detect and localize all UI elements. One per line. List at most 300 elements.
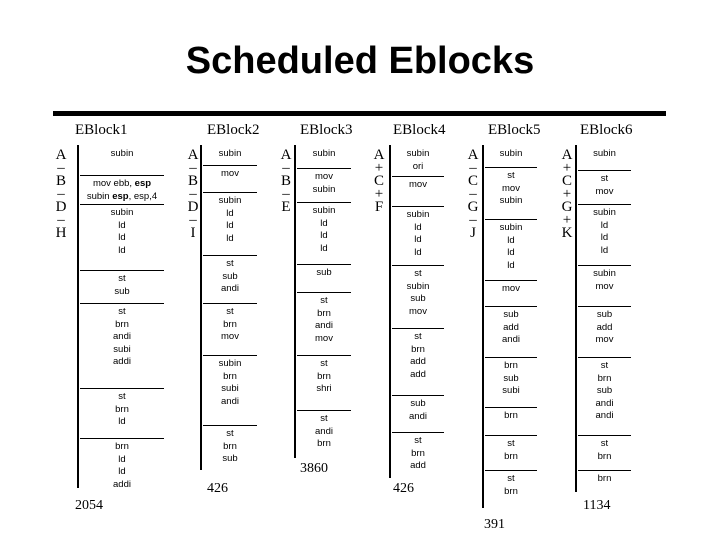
instruction: [392, 179, 444, 192]
instruction-text: andi: [315, 320, 333, 331]
instruction: [203, 371, 257, 384]
instruction: [80, 286, 164, 299]
edge-label: +: [374, 186, 384, 202]
instruction: [203, 453, 257, 466]
schedule-cycle: [297, 205, 351, 255]
schedule-cycle: [578, 473, 631, 486]
instruction: [203, 331, 257, 344]
eblock-cycle-count: 426: [393, 481, 414, 496]
edge-label: I: [190, 225, 196, 241]
instruction: [392, 435, 444, 448]
instruction-text: subin: [406, 148, 430, 159]
cycle-divider: [578, 435, 631, 436]
cycle-divider: [485, 435, 537, 436]
cycle-divider: [578, 204, 631, 205]
schedule-cycle: [392, 435, 444, 473]
instruction-text: st: [414, 331, 422, 342]
instruction-text: ld: [118, 453, 126, 465]
instruction-text: st: [507, 438, 515, 449]
instruction-text: brn: [115, 403, 129, 415]
instruction-text: st: [600, 438, 609, 449]
instruction: [578, 220, 631, 233]
instruction-text: brn: [115, 441, 129, 452]
instruction-text: subin: [312, 183, 336, 195]
schedule-cycle: [80, 391, 164, 429]
instruction: [578, 232, 631, 245]
instruction: [203, 233, 257, 246]
instruction-text: andi: [502, 334, 520, 345]
instruction-text: ld: [414, 234, 422, 245]
instruction-text: , esp,4: [128, 190, 158, 202]
schedule-cycle: [485, 222, 537, 272]
instruction-text: subin: [499, 195, 523, 206]
instruction: [485, 410, 537, 423]
instruction-text: ld: [320, 242, 328, 254]
instruction: [578, 207, 631, 220]
instruction: [485, 195, 537, 208]
instruction: [297, 218, 351, 231]
instruction-text: st: [320, 358, 328, 369]
edge-label: A: [280, 147, 292, 163]
instruction-text: st: [118, 391, 126, 402]
title-rule: [53, 111, 666, 116]
instruction-text: mov: [502, 182, 520, 194]
instruction-text: st: [320, 295, 328, 306]
eblock-title: EBlock3: [300, 122, 353, 138]
schedule-cycle: [80, 148, 164, 161]
cycle-divider: [392, 432, 444, 433]
edge-label: K: [561, 225, 573, 241]
instruction: [80, 356, 164, 369]
edge-label: B: [55, 173, 66, 189]
instruction: [392, 268, 444, 281]
schedule-cycle: [578, 438, 631, 463]
instruction-text: brn: [223, 318, 237, 330]
instruction-text: andi: [221, 283, 239, 294]
instruction: [392, 411, 444, 424]
edge-label: F: [374, 199, 384, 215]
instruction: [392, 222, 444, 235]
instruction: [578, 268, 631, 281]
instruction: [485, 260, 537, 273]
schedule-cycle: [485, 283, 537, 296]
edge-label: +: [562, 186, 572, 202]
schedule-cycle: [392, 148, 444, 173]
instruction-text: sub: [316, 267, 332, 278]
instruction: [392, 356, 444, 369]
schedule-cycle: [578, 207, 631, 257]
instruction: [392, 247, 444, 260]
eblock-timeline: [482, 145, 484, 508]
instruction: [392, 209, 444, 222]
instruction-text: brn: [504, 485, 518, 497]
instruction-text: st: [118, 273, 126, 284]
instruction-text: mov: [409, 179, 427, 190]
edge-label: –: [189, 186, 197, 202]
instruction-text: st: [226, 428, 234, 439]
instruction-text: st: [507, 473, 515, 484]
cycle-divider: [80, 204, 164, 205]
instruction-text: add: [410, 368, 426, 380]
cycle-divider: [203, 165, 257, 166]
instruction-text: subin: [593, 268, 616, 279]
schedule-cycle: [578, 309, 631, 347]
instruction-text: ld: [600, 219, 609, 231]
schedule-cycle: [578, 173, 631, 198]
instruction-text: andi: [595, 410, 614, 421]
instruction-text: andi: [315, 425, 333, 437]
instruction: [297, 371, 351, 384]
instruction-text: ld: [600, 244, 609, 256]
instruction: [297, 267, 351, 280]
schedule-cycle: [485, 360, 537, 398]
instruction: [80, 479, 164, 492]
cycle-divider: [203, 425, 257, 426]
cycle-divider: [578, 265, 631, 266]
instruction-text: esp: [134, 178, 152, 189]
instruction-text: sub: [410, 398, 426, 409]
cycle-divider: [485, 470, 537, 471]
instruction: [80, 416, 164, 429]
instruction-text: subin: [312, 205, 336, 216]
instruction: [297, 320, 351, 333]
instruction-text: st: [414, 268, 422, 279]
instruction-text: mov ebb,: [92, 178, 135, 189]
schedule-cycle: [80, 441, 164, 491]
edge-label: A: [373, 147, 385, 163]
cycle-divider: [203, 255, 257, 256]
instruction: [80, 273, 164, 286]
instruction: [203, 358, 257, 371]
edge-label: H: [55, 225, 67, 241]
instruction-text: ld: [507, 247, 515, 258]
instruction-text: sub: [503, 309, 519, 320]
instruction: [485, 222, 537, 235]
instruction: [203, 208, 257, 221]
instruction-text: brn: [223, 440, 237, 452]
schedule-cycle: [485, 170, 537, 208]
instruction-text: st: [226, 258, 234, 269]
edge-label: A: [467, 147, 479, 163]
instruction-text: sub: [222, 270, 238, 282]
instruction-text: brn: [411, 343, 425, 355]
instruction: [203, 271, 257, 284]
schedule-cycle: [297, 358, 351, 396]
edge-label: G: [467, 199, 479, 215]
instruction: [297, 184, 351, 197]
cycle-divider: [578, 470, 631, 471]
instruction: [297, 426, 351, 439]
instruction: [392, 234, 444, 247]
instruction: [485, 451, 537, 464]
instruction: [485, 385, 537, 398]
eblock-title: EBlock2: [207, 122, 260, 138]
instruction-text: ori: [412, 160, 424, 172]
eblock-title: EBlock6: [580, 122, 633, 138]
schedule-cycle: [392, 331, 444, 381]
instruction: [297, 148, 351, 161]
edge-label: C: [561, 173, 572, 189]
instruction-text: mov: [595, 280, 614, 292]
cycle-divider: [297, 410, 351, 411]
schedule-cycle: [485, 309, 537, 347]
instruction-text: brn: [317, 370, 331, 382]
instruction-text: ld: [320, 217, 328, 229]
edge-label: –: [189, 160, 197, 176]
instruction: [578, 410, 631, 423]
instruction-text: subi: [113, 343, 131, 355]
instruction-text: add: [410, 356, 426, 367]
instruction-text: brn: [317, 438, 331, 449]
edge-label: –: [469, 186, 477, 202]
schedule-cycle: [485, 410, 537, 423]
instruction: [297, 230, 351, 243]
instruction-text: sub: [410, 293, 426, 304]
instruction-text: ld: [414, 221, 422, 233]
edge-label: D: [187, 199, 199, 215]
instruction-text: sub: [503, 372, 519, 384]
instruction: [203, 396, 257, 409]
cycle-divider: [392, 265, 444, 266]
schedule-cycle: [297, 295, 351, 345]
instruction: [392, 306, 444, 319]
edge-label: J: [470, 225, 476, 241]
edge-label: D: [55, 199, 67, 215]
edge-label: E: [281, 199, 291, 215]
cycle-divider: [392, 395, 444, 396]
instruction: [203, 306, 257, 319]
cycle-divider: [203, 303, 257, 304]
schedule-cycle: [485, 148, 537, 161]
edge-label: –: [57, 160, 65, 176]
instruction: [485, 170, 537, 183]
edge-label: –: [282, 186, 290, 202]
edge-label: A: [561, 147, 573, 163]
instruction: [203, 195, 257, 208]
instruction-text: esp: [112, 190, 129, 202]
instruction-text: st: [320, 413, 328, 424]
instruction-text: addi: [113, 356, 131, 367]
eblock-cycle-count: 426: [207, 481, 228, 496]
cycle-divider: [203, 192, 257, 193]
instruction: [392, 344, 444, 357]
instruction: [578, 360, 631, 373]
instruction-text: sub: [596, 309, 613, 320]
instruction: [203, 168, 257, 181]
instruction: [297, 295, 351, 308]
cycle-divider: [485, 357, 537, 358]
schedule-cycle: [297, 148, 351, 161]
instruction-text: brn: [504, 360, 518, 371]
schedule-cycle: [203, 195, 257, 245]
instruction: [485, 235, 537, 248]
instruction-text: ld: [226, 220, 234, 231]
cycle-divider: [297, 264, 351, 265]
instruction: [80, 404, 164, 417]
eblock-title: EBlock5: [488, 122, 541, 138]
edge-label: –: [189, 212, 197, 228]
instruction-text: subin: [218, 358, 242, 369]
instruction-text: brn: [597, 450, 612, 462]
instruction: [485, 360, 537, 373]
instruction-text: ld: [226, 207, 234, 219]
instruction: [80, 207, 164, 220]
schedule-cycle: [392, 209, 444, 259]
instruction-text: andi: [409, 410, 427, 422]
edge-label: –: [57, 186, 65, 202]
instruction: [485, 486, 537, 499]
instruction: [392, 148, 444, 161]
instruction-text: subin: [218, 195, 242, 206]
schedule-cycle: [485, 473, 537, 498]
instruction: [392, 161, 444, 174]
instruction: [578, 309, 631, 322]
instruction-text: ld: [118, 466, 126, 477]
schedule-cycle: [578, 360, 631, 423]
instruction-text: ld: [507, 234, 515, 246]
cycle-divider: [485, 219, 537, 220]
edge-label: +: [374, 160, 384, 176]
instruction-text: ld: [507, 259, 515, 271]
schedule-cycle: [203, 258, 257, 296]
cycle-divider: [297, 202, 351, 203]
instruction: [297, 413, 351, 426]
instruction-text: andi: [221, 395, 239, 407]
instruction-text: add: [596, 321, 613, 333]
slide-title: Scheduled Eblocks: [185, 40, 535, 82]
instruction: [485, 373, 537, 386]
cycle-divider: [392, 206, 444, 207]
cycle-divider: [578, 306, 631, 307]
schedule-cycle: [80, 178, 164, 203]
instruction: [203, 441, 257, 454]
edge-label: –: [57, 212, 65, 228]
instruction: [203, 148, 257, 161]
instruction: [203, 383, 257, 396]
instruction: [297, 333, 351, 346]
eblock-timeline: [294, 145, 296, 458]
instruction-text: subin: [499, 148, 523, 159]
instruction-text: ld: [118, 244, 126, 256]
instruction-text: ld: [118, 219, 126, 231]
eblock-cycle-count: 1134: [583, 498, 611, 513]
instruction-text: st: [414, 435, 422, 446]
eblock-timeline: [200, 145, 202, 470]
instruction: [203, 283, 257, 296]
instruction: [578, 186, 631, 199]
schedule-cycle: [392, 398, 444, 423]
instruction-text: st: [118, 306, 126, 317]
edge-label: –: [469, 160, 477, 176]
instruction: [578, 438, 631, 451]
edge-label: C: [467, 173, 478, 189]
instruction-text: st: [600, 360, 609, 371]
instruction: [578, 398, 631, 411]
instruction-text: mov: [595, 334, 614, 345]
instruction-text: subin: [593, 148, 616, 159]
cycle-divider: [297, 292, 351, 293]
schedule-cycle: [80, 306, 164, 369]
instruction: [485, 148, 537, 161]
instruction: [80, 191, 164, 204]
cycle-divider: [80, 175, 164, 176]
instruction: [485, 334, 537, 347]
instruction: [80, 344, 164, 357]
cycle-divider: [80, 388, 164, 389]
eblock-timeline: [77, 145, 79, 488]
schedule-cycle: [485, 438, 537, 463]
cycle-divider: [578, 170, 631, 171]
cycle-divider: [485, 167, 537, 168]
instruction: [80, 178, 164, 191]
instruction-text: brn: [597, 473, 612, 484]
instruction: [392, 398, 444, 411]
instruction-text: mov: [221, 331, 239, 342]
instruction: [80, 391, 164, 404]
eblock-cycle-count: 3860: [300, 461, 328, 476]
instruction: [578, 385, 631, 398]
instruction: [578, 334, 631, 347]
schedule-cycle: [578, 268, 631, 293]
instruction: [392, 369, 444, 382]
edge-label: –: [282, 160, 290, 176]
instruction-text: sub: [222, 453, 238, 464]
instruction: [297, 308, 351, 321]
instruction-text: brn: [115, 318, 129, 330]
instruction: [80, 306, 164, 319]
instruction-text: subin: [406, 280, 430, 292]
schedule-cycle: [297, 171, 351, 196]
cycle-divider: [297, 168, 351, 169]
instruction-text: brn: [317, 307, 331, 319]
cycle-divider: [80, 438, 164, 439]
instruction: [392, 460, 444, 473]
instruction: [578, 281, 631, 294]
schedule-cycle: [203, 148, 257, 161]
instruction-text: subin: [110, 148, 134, 159]
edge-label: +: [562, 160, 572, 176]
instruction-text: ld: [118, 416, 126, 427]
schedule-cycle: [203, 358, 257, 408]
instruction: [485, 438, 537, 451]
instruction-text: st: [600, 173, 609, 184]
schedule-cycle: [203, 428, 257, 466]
eblock-title: EBlock4: [393, 122, 446, 138]
instruction-text: ld: [600, 232, 609, 243]
instruction-text: subin: [86, 190, 113, 202]
schedule-cycle: [80, 273, 164, 298]
instruction-text: mov: [409, 305, 427, 317]
schedule-cycle: [392, 268, 444, 318]
instruction: [297, 205, 351, 218]
instruction-text: ld: [320, 230, 328, 241]
cycle-divider: [485, 306, 537, 307]
instruction-text: shri: [316, 383, 332, 394]
instruction-text: subi: [221, 383, 239, 394]
instruction: [297, 383, 351, 396]
instruction-text: subin: [593, 207, 616, 218]
instruction: [392, 281, 444, 294]
instruction-text: andi: [113, 331, 131, 342]
instruction: [80, 232, 164, 245]
eblock-cycle-count: 2054: [75, 498, 103, 513]
eblock-timeline: [389, 145, 391, 478]
instruction-text: ld: [118, 232, 126, 243]
cycle-divider: [297, 355, 351, 356]
instruction-text: ld: [414, 246, 422, 258]
instruction: [203, 428, 257, 441]
cycle-divider: [80, 303, 164, 304]
